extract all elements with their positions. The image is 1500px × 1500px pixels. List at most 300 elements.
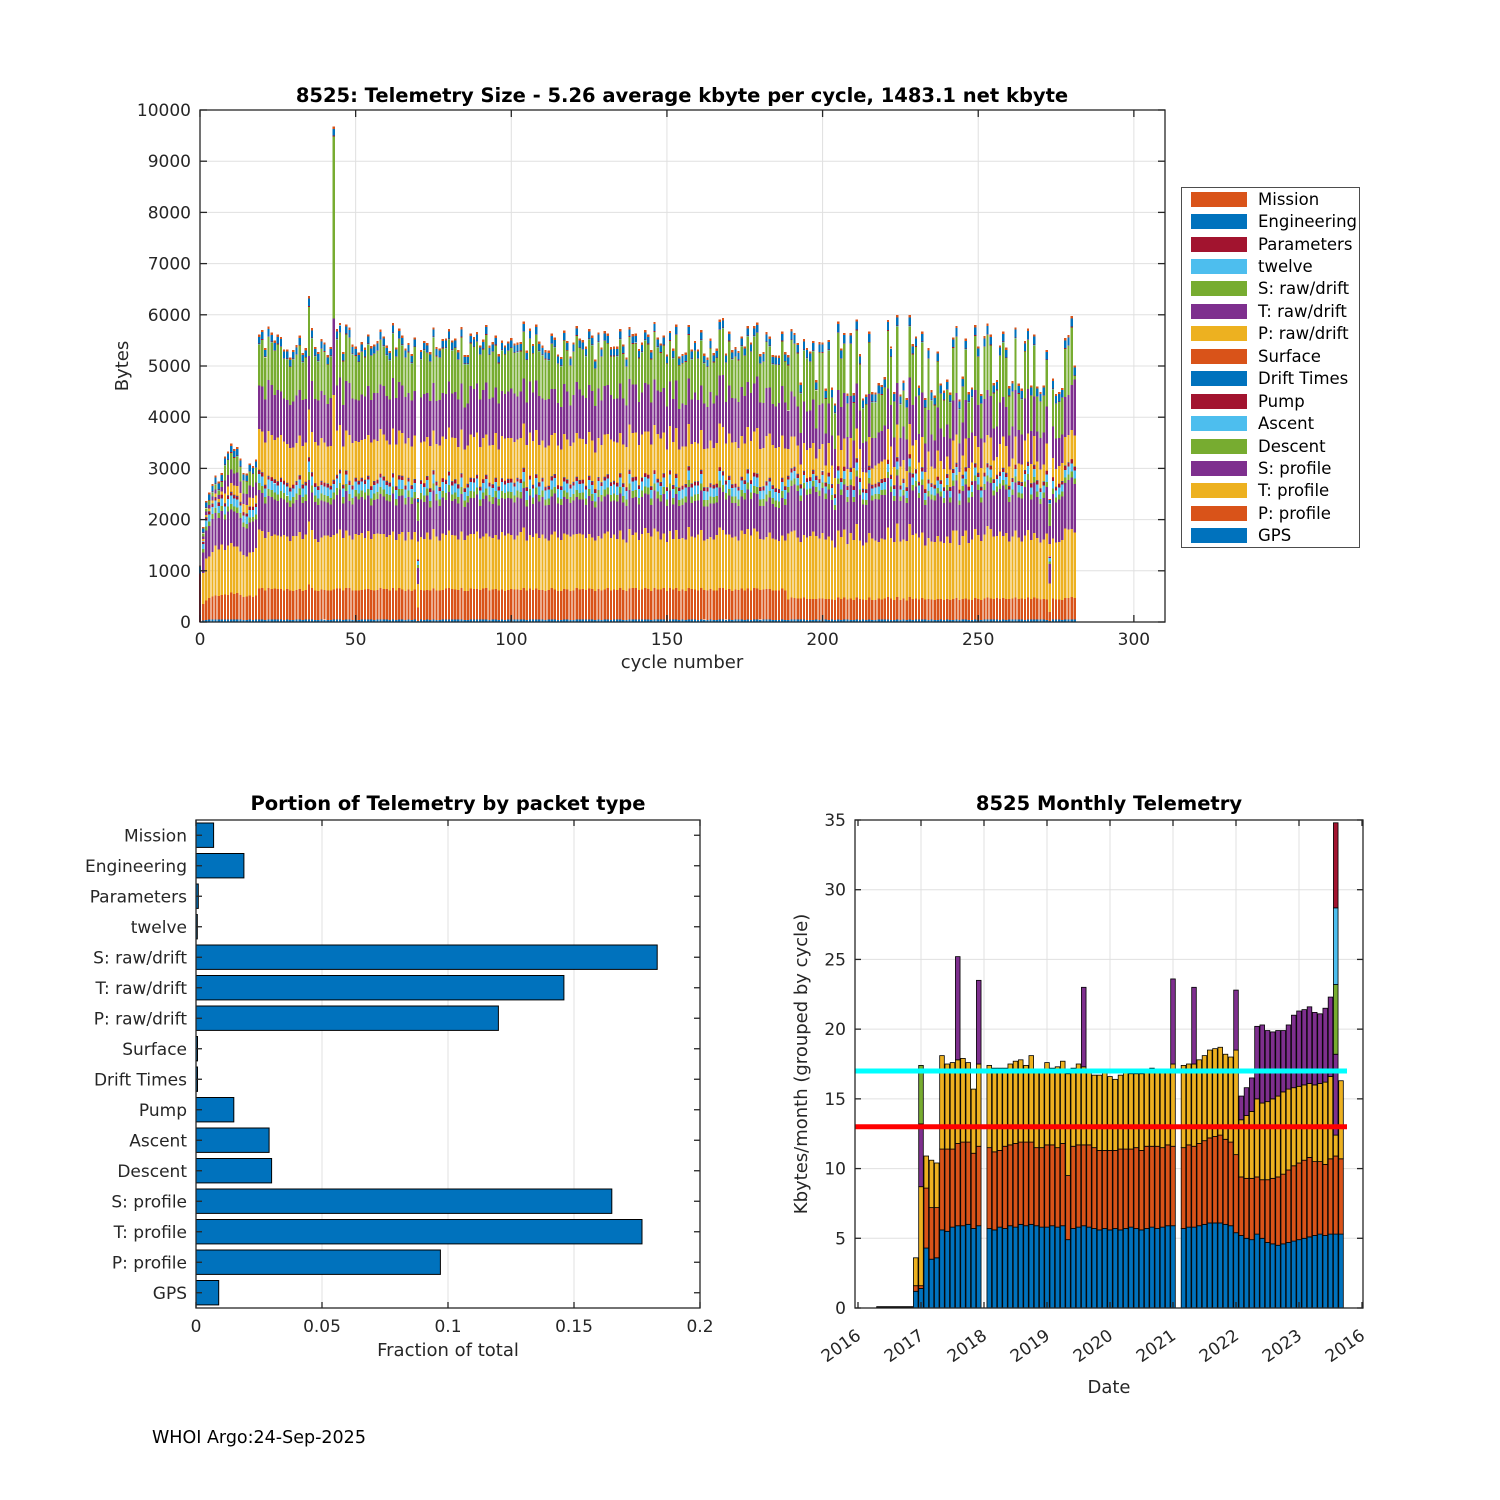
bar-segment	[784, 505, 786, 540]
bar-segment	[498, 403, 500, 449]
bar-segment	[694, 341, 696, 343]
bar-segment	[934, 468, 936, 484]
category-label: Surface	[122, 1039, 187, 1060]
bar-segment	[336, 533, 338, 588]
bar-segment	[993, 394, 995, 429]
bar-segment	[890, 492, 892, 538]
bar-segment	[650, 350, 652, 352]
bar-segment	[1055, 498, 1057, 503]
bar-segment	[962, 422, 964, 455]
bar-segment	[1323, 1164, 1328, 1235]
bar-segment	[491, 538, 493, 590]
bar-segment	[874, 541, 876, 601]
bar-segment	[211, 552, 213, 597]
bar-segment	[420, 398, 422, 443]
bar-segment	[887, 472, 889, 478]
bar-segment	[308, 409, 310, 457]
bar-segment	[569, 485, 571, 488]
bar-segment	[1302, 1238, 1307, 1308]
bar-segment	[1218, 1135, 1223, 1223]
bar-segment	[1008, 502, 1010, 542]
bar-segment	[722, 492, 724, 530]
bar-segment	[1134, 1074, 1139, 1148]
bar-segment	[351, 353, 353, 354]
bar-segment	[834, 495, 836, 498]
bar-segment	[1036, 461, 1038, 480]
bar-segment	[877, 393, 879, 394]
bar-segment	[566, 480, 568, 483]
bar-segment	[445, 394, 447, 439]
bar-segment	[793, 598, 795, 620]
bar-segment	[569, 591, 571, 620]
bar-segment	[983, 347, 985, 399]
bar-segment	[790, 486, 792, 531]
bar-segment	[650, 359, 652, 360]
bar-segment	[551, 336, 553, 343]
bar-segment	[660, 392, 662, 438]
bar-segment	[246, 529, 248, 557]
bar-segment	[292, 359, 294, 360]
bar-segment	[572, 591, 574, 620]
bar-segment	[1234, 1233, 1239, 1308]
bar-segment	[1018, 498, 1020, 538]
bar-segment	[940, 429, 942, 462]
bar-segment	[607, 495, 609, 532]
bar-segment	[460, 588, 462, 620]
bar-segment	[902, 460, 904, 479]
bar-segment	[924, 408, 926, 443]
bar-segment	[731, 591, 733, 620]
bar-segment	[868, 437, 870, 466]
bar-segment	[604, 477, 606, 480]
bar-segment	[660, 483, 662, 486]
bar-segment	[582, 340, 584, 342]
bar-segment	[439, 500, 441, 506]
bar-segment	[769, 498, 771, 533]
bar-segment	[806, 348, 808, 350]
bar-segment	[376, 341, 378, 343]
bar-segment	[242, 515, 244, 522]
bar-segment	[806, 411, 808, 450]
bar-segment	[934, 496, 936, 501]
bar-segment	[1005, 490, 1007, 533]
bar-segment	[884, 377, 886, 379]
bar-segment	[976, 1146, 981, 1225]
bar-segment	[1024, 351, 1026, 352]
bar-segment	[837, 470, 839, 478]
bar-segment	[927, 497, 929, 538]
bar-segment	[532, 485, 534, 488]
bar-segment	[632, 384, 634, 433]
bar-segment	[688, 334, 690, 335]
bar-segment	[383, 490, 385, 497]
bar-segment	[211, 597, 213, 620]
bar-segment	[351, 540, 353, 591]
bar-segment	[270, 478, 272, 481]
bar-segment	[370, 355, 372, 356]
bar-segment	[308, 462, 310, 472]
bar-segment	[958, 472, 960, 489]
bar-segment	[504, 535, 506, 591]
bar-segment	[526, 445, 528, 487]
bar-segment	[762, 539, 764, 589]
bar-segment	[277, 337, 279, 344]
bar-segment	[896, 315, 898, 317]
bar-segment	[560, 357, 562, 359]
bar-segment	[557, 446, 559, 485]
bar-segment	[1276, 1177, 1281, 1245]
bar-segment	[703, 590, 705, 620]
bar-segment	[986, 464, 988, 468]
bar-segment	[435, 347, 437, 349]
bar-segment	[233, 512, 235, 547]
bar-segment	[336, 431, 338, 475]
bar-segment	[881, 600, 883, 620]
bar-segment	[361, 478, 363, 481]
bar-segment	[834, 510, 836, 547]
bar-segment	[264, 348, 266, 350]
bar-segment	[280, 498, 282, 536]
bar-segment	[800, 488, 802, 495]
bar-segment	[576, 477, 578, 480]
bar-segment	[264, 591, 266, 620]
bar-segment	[280, 392, 282, 436]
bar-segment	[688, 527, 690, 588]
y-tick-label: 15	[824, 1089, 846, 1110]
bar-segment	[463, 355, 465, 357]
bar-segment	[703, 506, 705, 540]
bar-segment	[1286, 1089, 1291, 1170]
bar-segment	[224, 459, 226, 465]
bar-segment	[523, 378, 525, 423]
bar-segment	[616, 398, 618, 442]
category-label: T: profile	[113, 1222, 187, 1243]
bar-segment	[1042, 485, 1044, 492]
bar-segment	[962, 486, 964, 491]
bar-segment	[1039, 1227, 1044, 1308]
bar-segment	[1052, 494, 1054, 539]
bar-segment	[211, 519, 213, 552]
bar-segment	[1307, 1157, 1312, 1236]
bar-segment	[837, 467, 839, 471]
bar-segment	[280, 536, 282, 588]
bar-segment	[267, 476, 269, 479]
bar-segment	[1165, 1070, 1170, 1145]
bar-segment	[934, 600, 936, 620]
bar-segment	[958, 545, 960, 600]
bar-segment	[846, 403, 848, 404]
bar-segment	[1005, 357, 1007, 358]
bar-segment	[563, 331, 565, 333]
bar-segment	[479, 400, 481, 447]
bar-segment	[333, 493, 335, 500]
bar-segment	[407, 482, 409, 491]
bar-segment	[787, 366, 789, 411]
bar-segment	[737, 402, 739, 448]
bar-segment	[946, 382, 948, 389]
bar-segment	[423, 350, 425, 393]
bar-segment	[333, 395, 335, 479]
bar-segment	[1042, 493, 1044, 498]
bar-segment	[510, 347, 512, 348]
bar-segment	[1218, 1047, 1223, 1135]
bar-segment	[448, 428, 450, 472]
bar-segment	[467, 484, 469, 487]
bar-segment	[874, 466, 876, 484]
bar-segment	[1018, 393, 1020, 394]
bar-segment	[990, 337, 992, 345]
bar-segment	[1064, 397, 1066, 437]
bar-segment	[924, 1188, 929, 1248]
bar-segment	[264, 350, 266, 356]
bar-segment	[491, 351, 493, 352]
bar-segment	[818, 496, 820, 538]
bar-segment	[644, 477, 646, 486]
bar-segment	[772, 489, 774, 498]
bar-segment	[292, 497, 294, 503]
bar-segment	[361, 352, 363, 395]
bar-segment	[909, 325, 911, 326]
bar-segment	[803, 401, 805, 443]
bar-segment	[1027, 462, 1029, 466]
bar	[196, 1159, 272, 1183]
bar-segment	[803, 349, 805, 350]
bar-segment	[1018, 482, 1020, 485]
bar-segment	[797, 343, 799, 345]
bar-segment	[747, 329, 749, 336]
bar-segment	[731, 503, 733, 538]
bar-segment	[1207, 1138, 1212, 1223]
bar-segment	[1018, 394, 1020, 430]
bar-segment	[831, 500, 833, 541]
bar-segment	[442, 479, 444, 482]
bar-segment	[1318, 1162, 1323, 1235]
bar-segment	[280, 346, 282, 347]
bar-segment	[881, 395, 883, 431]
bar-segment	[379, 478, 381, 487]
bar-segment	[594, 452, 596, 489]
bar-segment	[1014, 530, 1016, 597]
bar-segment	[934, 440, 936, 468]
bar-segment	[538, 396, 540, 445]
bar-segment	[790, 340, 792, 391]
bar-segment	[1018, 537, 1020, 599]
bar-segment	[919, 1124, 924, 1187]
bar-segment	[588, 432, 590, 476]
bar-segment	[905, 503, 907, 541]
bar-segment	[709, 339, 711, 341]
bar-segment	[874, 438, 876, 465]
bar-segment	[280, 482, 282, 491]
bar-segment	[1307, 1084, 1312, 1158]
bar-segment	[971, 1153, 976, 1228]
bar-segment	[429, 507, 431, 539]
bar-segment	[996, 492, 998, 536]
bar-segment	[548, 486, 550, 489]
bar-segment	[921, 393, 923, 437]
bar-segment	[769, 532, 771, 589]
bar-segment	[495, 535, 497, 589]
bar-segment	[731, 538, 733, 591]
bar-segment	[485, 327, 487, 334]
bar-segment	[968, 503, 970, 543]
bar-segment	[482, 350, 484, 390]
x-tick-label: 200	[806, 630, 839, 650]
bar-segment	[267, 532, 269, 588]
bar-segment	[351, 347, 353, 353]
bar-segment	[635, 432, 637, 476]
bar-segment	[909, 524, 911, 597]
bar-segment	[712, 355, 714, 361]
bar-segment	[946, 379, 948, 381]
bar-segment	[809, 362, 811, 410]
bar	[196, 1128, 269, 1152]
bar-segment	[423, 394, 425, 442]
bar-segment	[769, 346, 771, 347]
bar-segment	[846, 490, 848, 497]
bar-segment	[996, 536, 998, 598]
bar-segment	[909, 455, 911, 459]
bar-segment	[395, 350, 397, 357]
bar-segment	[775, 540, 777, 591]
bar-segment	[628, 471, 630, 474]
bar-segment	[793, 467, 795, 471]
bar-segment	[1042, 388, 1044, 395]
bar-segment	[1074, 365, 1076, 367]
bar	[196, 976, 564, 1000]
bar-segment	[1074, 598, 1076, 620]
bar-segment	[1049, 612, 1051, 621]
bar-segment	[588, 480, 590, 489]
bar-segment	[314, 539, 316, 591]
bar-segment	[750, 484, 752, 493]
bar-segment	[1081, 1226, 1086, 1308]
bar-segment	[927, 358, 929, 359]
bar-segment	[476, 495, 478, 532]
bar-segment	[625, 499, 627, 505]
bar-segment	[781, 341, 783, 342]
bar-segment	[252, 510, 254, 517]
bar-segment	[647, 335, 649, 337]
bar-segment	[376, 499, 378, 534]
bar-segment	[915, 470, 917, 474]
bar-segment	[417, 560, 419, 561]
bar-segment	[1202, 1224, 1207, 1308]
bar-segment	[898, 1307, 903, 1308]
bar-segment	[641, 590, 643, 620]
bar-segment	[326, 484, 328, 487]
bar-segment	[818, 449, 820, 479]
bar-segment	[1049, 564, 1051, 584]
bar-segment	[856, 322, 858, 330]
bar-segment	[921, 472, 923, 480]
bar-segment	[828, 349, 830, 350]
bar-segment	[383, 336, 385, 338]
bar-segment	[283, 590, 285, 619]
bar-segment	[255, 548, 257, 595]
bar-segment	[423, 539, 425, 591]
bar-segment	[404, 498, 406, 504]
bar-segment	[912, 490, 914, 534]
bar-segment	[647, 384, 649, 431]
bar-segment	[856, 471, 858, 477]
bar-segment	[825, 599, 827, 620]
bar-segment	[949, 488, 951, 491]
bar-segment	[672, 486, 674, 489]
bar-segment	[993, 480, 995, 483]
bar-segment	[1064, 349, 1066, 397]
bar-segment	[1067, 345, 1069, 346]
bar-segment	[706, 407, 708, 448]
bar-segment	[526, 360, 528, 402]
bar-segment	[432, 383, 434, 430]
bar-segment	[519, 498, 521, 532]
bar-segment	[1055, 438, 1057, 469]
bar-segment	[404, 444, 406, 486]
bar-segment	[703, 362, 705, 363]
bar	[196, 1189, 612, 1213]
bar-segment	[295, 443, 297, 481]
bar-segment	[1002, 472, 1004, 480]
bar-segment	[1046, 350, 1048, 352]
bar-segment	[270, 333, 272, 335]
bar-segment	[600, 445, 602, 482]
bar-segment	[423, 590, 425, 619]
bar-segment	[445, 535, 447, 589]
bar-segment	[214, 545, 216, 595]
bar-segment	[563, 434, 565, 477]
bar-segment	[280, 339, 282, 346]
bar-segment	[264, 488, 266, 497]
bar-segment	[965, 439, 967, 467]
bar-segment	[927, 359, 929, 410]
bar-segment	[915, 481, 917, 487]
bar-segment	[1097, 1075, 1102, 1150]
bar-segment	[1118, 1230, 1123, 1308]
bar-segment	[756, 332, 758, 333]
bar-segment	[476, 589, 478, 620]
bar-segment	[825, 434, 827, 466]
bar-segment	[688, 487, 690, 527]
bar-segment	[355, 534, 357, 590]
bar-segment	[759, 403, 761, 449]
bar-segment	[563, 534, 565, 589]
bar-segment	[703, 354, 705, 356]
bar-segment	[323, 351, 325, 352]
bar-segment	[376, 534, 378, 590]
bar-segment	[793, 530, 795, 598]
bar-segment	[750, 345, 752, 351]
bar-segment	[999, 356, 1001, 402]
bar-segment	[856, 524, 858, 597]
bar-segment	[202, 549, 204, 552]
bar-segment	[554, 347, 556, 389]
bar-segment	[298, 390, 300, 436]
bar-segment	[741, 346, 743, 347]
bar-segment	[463, 501, 465, 507]
bar-segment	[379, 429, 381, 473]
bar-segment	[965, 468, 967, 472]
bar-segment	[588, 589, 590, 620]
bar-segment	[513, 539, 515, 589]
bar-segment	[825, 465, 827, 482]
bar-segment	[968, 394, 970, 401]
category-label: GPS	[152, 1283, 187, 1304]
bar-segment	[317, 499, 319, 505]
bar-segment	[386, 396, 388, 441]
bar-segment	[411, 363, 413, 400]
bar-segment	[432, 491, 434, 530]
